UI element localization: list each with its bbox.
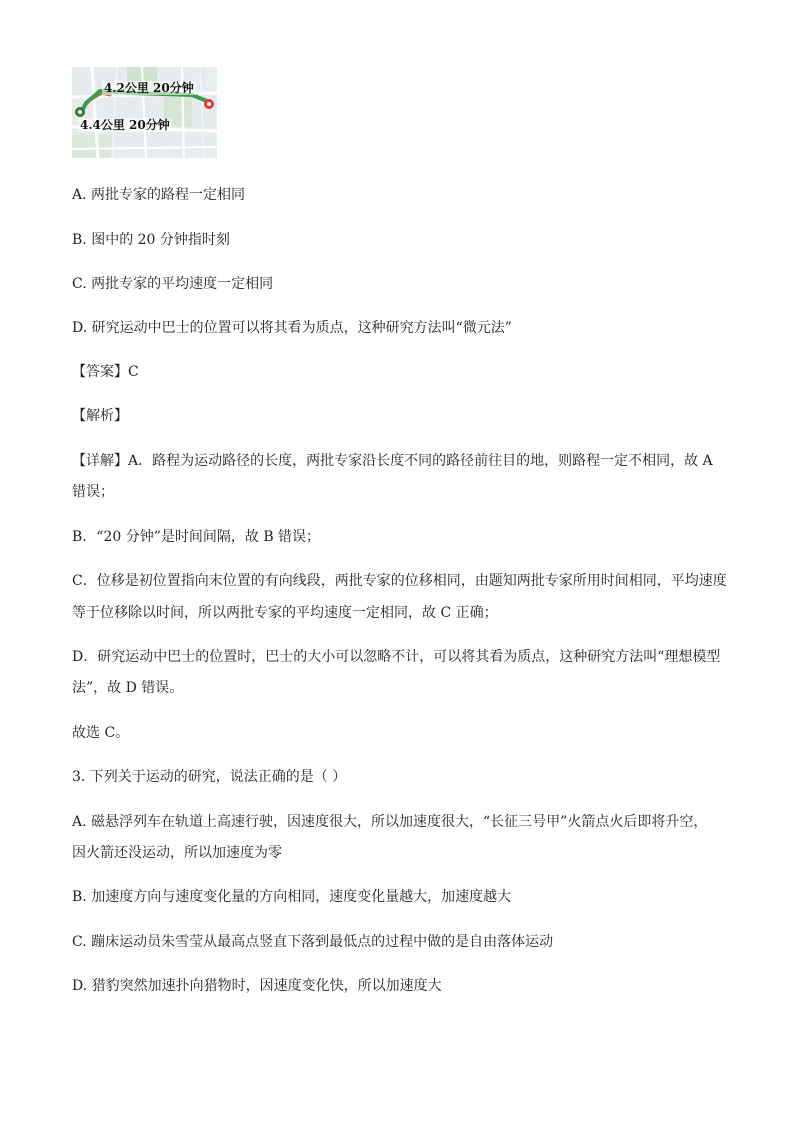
analysis-line: C．位移是初位置指向末位置的有向线段，两批专家的位移相同，由题知两批专家所用时间相同，平均速度 [72, 573, 727, 589]
analysis-line: 错误； [72, 484, 114, 500]
q2-option-b: B. 图中的 20 分钟指时刻 [72, 232, 230, 248]
q2-option-a: A. 两批专家的路程一定相同 [72, 187, 246, 203]
route-a-label: 4.2公里 20分钟 [104, 81, 194, 95]
route-map-image [72, 67, 217, 158]
answer-line: 【答案】C [72, 364, 139, 380]
analysis-line: 等于位移除以时间，所以两批专家的平均速度一定相同，故 C 正确； [72, 605, 498, 621]
q3-option-c: C. 蹦床运动员朱雪莹从最高点竖直下落到最低点的过程中做的是自由落体运动 [72, 934, 554, 950]
q3-option-a-cont: 因火箭还没运动，所以加速度为零 [72, 845, 282, 861]
q3-stem: 3. 下列关于运动的研究，说法正确的是（ ） [72, 769, 347, 785]
conclusion-line: 故选 C。 [72, 725, 130, 741]
q3-option-d: D. 猎豹突然加速扑向猎物时，因速度变化快，所以加速度大 [72, 978, 442, 994]
q3-option-b: B. 加速度方向与速度变化量的方向相同，速度变化量越大，加速度越大 [72, 889, 512, 905]
q2-option-c: C. 两批专家的平均速度一定相同 [72, 276, 274, 292]
route-b-label: 4.4公里 20分钟 [80, 118, 170, 132]
analysis-line: 【详解】A．路程为运动路径的长度，两批专家沿长度不同的路径前往目的地，则路程一定不相同，故 A [72, 453, 713, 469]
analysis-line: D．研究运动中巴士的位置时，巴士的大小可以忽略不计，可以将其看为质点，这种研究方法叫“理想模型 [72, 649, 721, 665]
analysis-title: 【解析】 [72, 408, 128, 424]
analysis-line: B．“20 分钟”是时间间隔，故 B 错误； [72, 529, 321, 545]
q2-option-d: D. 研究运动中巴士的位置可以将其看为质点，这种研究方法叫“微元法” [72, 320, 512, 336]
analysis-line: 法”，故 D 错误。 [72, 680, 184, 696]
q3-option-a: A. 磁悬浮列车在轨道上高速行驶，因速度很大，所以加速度很大，“长征三号甲”火箭点火后即将升空， [72, 814, 708, 830]
